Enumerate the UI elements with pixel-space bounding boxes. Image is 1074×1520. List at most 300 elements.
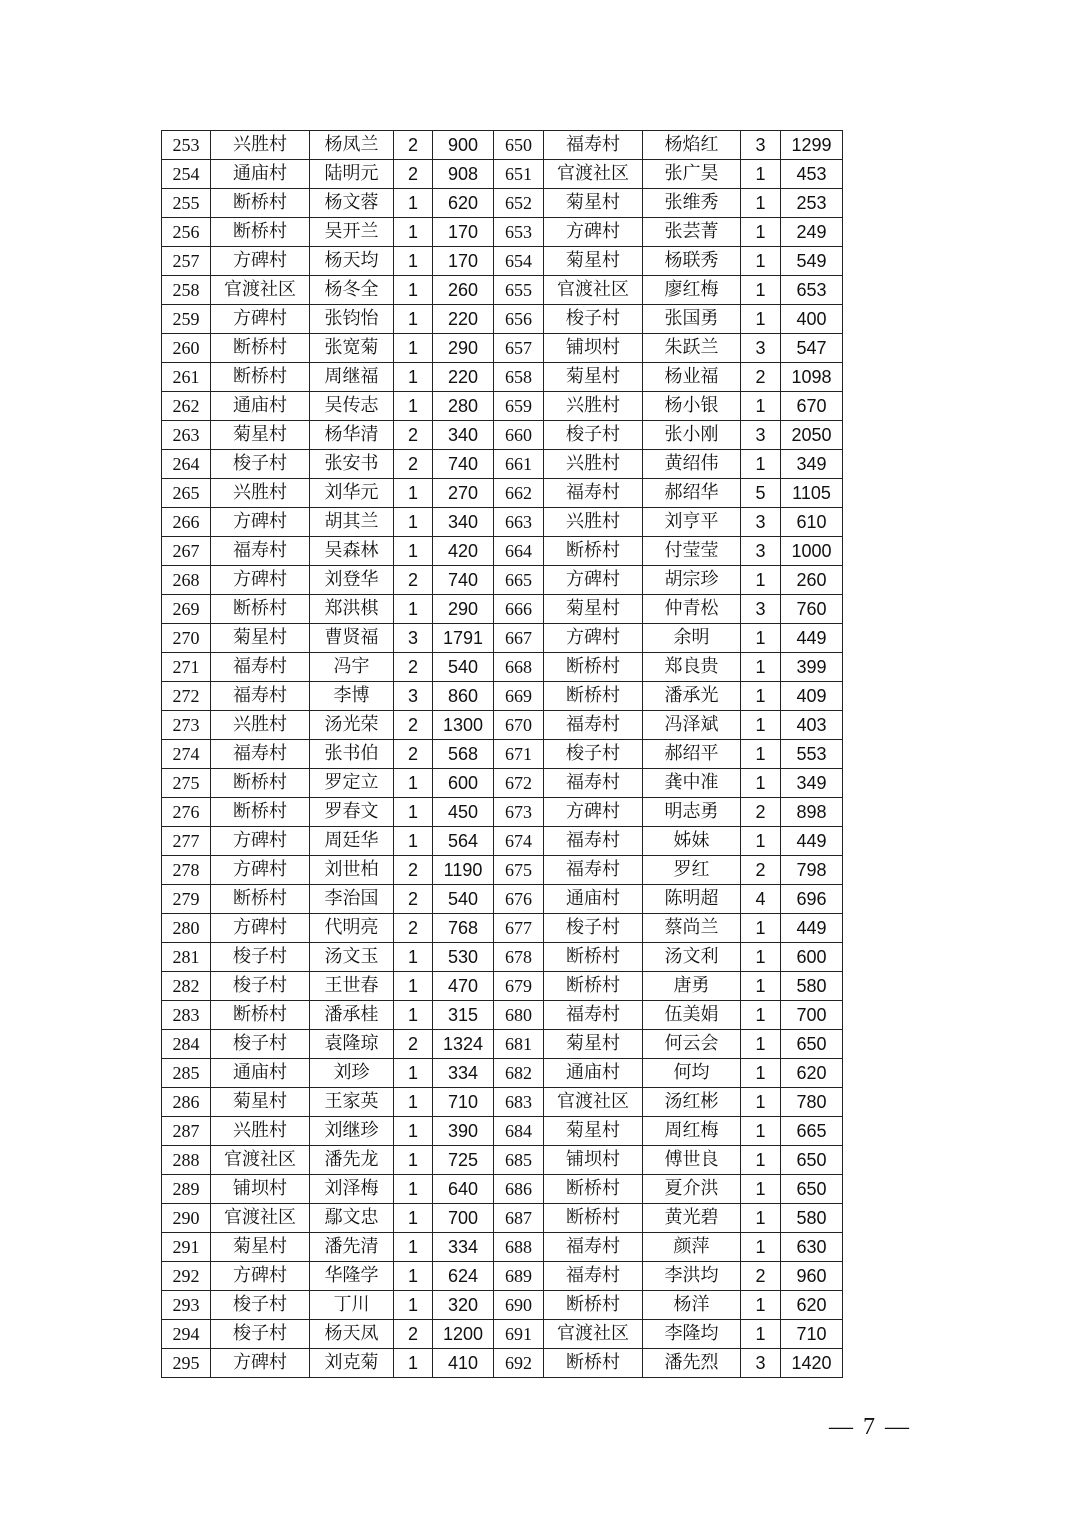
count-cell: 3 [741,1349,781,1378]
village-cell: 通庙村 [211,392,310,421]
count-cell: 1 [741,189,781,218]
amount-cell: 315 [433,1001,494,1030]
amount-cell: 530 [433,943,494,972]
amount-cell: 760 [781,595,843,624]
count-cell: 2 [394,653,433,682]
index-cell: 650 [494,131,544,160]
name-cell: 余明 [643,624,741,653]
village-cell: 菊星村 [544,1030,643,1059]
name-cell: 汤红彬 [643,1088,741,1117]
count-cell: 1 [394,1262,433,1291]
village-cell: 福寿村 [544,769,643,798]
index-cell: 683 [494,1088,544,1117]
village-cell: 官渡社区 [544,1320,643,1349]
index-cell: 660 [494,421,544,450]
village-cell: 福寿村 [211,537,310,566]
village-cell: 断桥村 [544,682,643,711]
amount-cell: 1098 [781,363,843,392]
name-cell: 杨联秀 [643,247,741,276]
amount-cell: 700 [781,1001,843,1030]
village-cell: 梭子村 [544,421,643,450]
village-cell: 断桥村 [544,1349,643,1378]
count-cell: 1 [741,653,781,682]
index-cell: 657 [494,334,544,363]
count-cell: 1 [741,1088,781,1117]
page-number: — 7 — [829,1414,911,1440]
amount-cell: 340 [433,421,494,450]
village-cell: 方碑村 [211,566,310,595]
count-cell: 1 [741,740,781,769]
name-cell: 张维秀 [643,189,741,218]
amount-cell: 610 [781,508,843,537]
index-cell: 255 [162,189,211,218]
index-cell: 268 [162,566,211,595]
village-cell: 福寿村 [544,131,643,160]
amount-cell: 725 [433,1146,494,1175]
count-cell: 1 [741,160,781,189]
count-cell: 1 [741,566,781,595]
name-cell: 张广昊 [643,160,741,189]
village-cell: 方碑村 [211,827,310,856]
count-cell: 1 [394,1291,433,1320]
name-cell: 刘世柏 [310,856,394,885]
name-cell: 张芸菁 [643,218,741,247]
table-row [162,334,843,363]
count-cell: 1 [741,1233,781,1262]
index-cell: 684 [494,1117,544,1146]
amount-cell: 400 [781,305,843,334]
name-cell: 傅世良 [643,1146,741,1175]
village-cell: 方碑村 [544,566,643,595]
index-cell: 269 [162,595,211,624]
name-cell: 杨凤兰 [310,131,394,160]
village-cell: 福寿村 [211,653,310,682]
amount-cell: 780 [781,1088,843,1117]
name-cell: 唐勇 [643,972,741,1001]
count-cell: 2 [394,160,433,189]
amount-cell: 620 [781,1291,843,1320]
count-cell: 2 [394,914,433,943]
table-row [162,682,843,711]
count-cell: 3 [394,682,433,711]
name-cell: 郑洪棋 [310,595,394,624]
name-cell: 姊妹 [643,827,741,856]
count-cell: 2 [394,450,433,479]
village-cell: 菊星村 [544,363,643,392]
amount-cell: 2050 [781,421,843,450]
count-cell: 2 [394,1320,433,1349]
village-cell: 兴胜村 [211,711,310,740]
name-cell: 胡其兰 [310,508,394,537]
table-row [162,885,843,914]
index-cell: 691 [494,1320,544,1349]
index-cell: 279 [162,885,211,914]
index-cell: 264 [162,450,211,479]
name-cell: 付莹莹 [643,537,741,566]
village-cell: 通庙村 [211,1059,310,1088]
index-cell: 275 [162,769,211,798]
amount-cell: 349 [781,450,843,479]
name-cell: 何云会 [643,1030,741,1059]
amount-cell: 349 [781,769,843,798]
index-cell: 687 [494,1204,544,1233]
count-cell: 3 [741,537,781,566]
village-cell: 梭子村 [211,1030,310,1059]
count-cell: 5 [741,479,781,508]
table-row [162,595,843,624]
count-cell: 3 [394,624,433,653]
amount-cell: 220 [433,305,494,334]
village-cell: 通庙村 [544,1059,643,1088]
village-cell: 梭子村 [211,972,310,1001]
amount-cell: 600 [781,943,843,972]
table-row [162,421,843,450]
amount-cell: 260 [781,566,843,595]
count-cell: 1 [394,1059,433,1088]
name-cell: 李隆均 [643,1320,741,1349]
count-cell: 1 [741,1001,781,1030]
village-cell: 兴胜村 [211,1117,310,1146]
count-cell: 2 [394,566,433,595]
index-cell: 666 [494,595,544,624]
table-row [162,537,843,566]
count-cell: 1 [741,769,781,798]
index-cell: 284 [162,1030,211,1059]
name-cell: 张书伯 [310,740,394,769]
village-cell: 断桥村 [544,943,643,972]
amount-cell: 740 [433,566,494,595]
index-cell: 665 [494,566,544,595]
index-cell: 681 [494,1030,544,1059]
village-cell: 福寿村 [211,682,310,711]
name-cell: 陈明超 [643,885,741,914]
village-cell: 兴胜村 [211,479,310,508]
amount-cell: 290 [433,595,494,624]
name-cell: 杨冬全 [310,276,394,305]
index-cell: 261 [162,363,211,392]
village-cell: 断桥村 [544,1291,643,1320]
name-cell: 刘泽梅 [310,1175,394,1204]
index-cell: 292 [162,1262,211,1291]
index-cell: 294 [162,1320,211,1349]
count-cell: 2 [394,1030,433,1059]
amount-cell: 624 [433,1262,494,1291]
village-cell: 断桥村 [211,189,310,218]
name-cell: 杨焰红 [643,131,741,160]
index-cell: 270 [162,624,211,653]
index-cell: 262 [162,392,211,421]
village-cell: 方碑村 [544,798,643,827]
index-cell: 685 [494,1146,544,1175]
index-cell: 664 [494,537,544,566]
amount-cell: 620 [781,1059,843,1088]
count-cell: 1 [394,276,433,305]
amount-cell: 620 [433,189,494,218]
village-cell: 方碑村 [544,624,643,653]
name-cell: 罗红 [643,856,741,885]
count-cell: 1 [394,479,433,508]
village-cell: 方碑村 [544,218,643,247]
amount-cell: 1190 [433,856,494,885]
name-cell: 吴开兰 [310,218,394,247]
table-row [162,131,843,160]
index-cell: 674 [494,827,544,856]
count-cell: 1 [394,769,433,798]
village-cell: 方碑村 [211,914,310,943]
village-cell: 兴胜村 [211,131,310,160]
count-cell: 1 [394,247,433,276]
village-cell: 铺坝村 [211,1175,310,1204]
amount-cell: 449 [781,624,843,653]
village-cell: 梭子村 [211,1291,310,1320]
table-row [162,189,843,218]
table-row [162,972,843,1001]
index-cell: 258 [162,276,211,305]
amount-cell: 898 [781,798,843,827]
amount-cell: 320 [433,1291,494,1320]
index-cell: 679 [494,972,544,1001]
amount-cell: 600 [433,769,494,798]
amount-cell: 1300 [433,711,494,740]
index-cell: 283 [162,1001,211,1030]
index-cell: 287 [162,1117,211,1146]
amount-cell: 740 [433,450,494,479]
count-cell: 1 [741,247,781,276]
village-cell: 断桥村 [211,769,310,798]
amount-cell: 449 [781,827,843,856]
index-cell: 260 [162,334,211,363]
amount-cell: 253 [781,189,843,218]
name-cell: 王家英 [310,1088,394,1117]
count-cell: 1 [741,972,781,1001]
village-cell: 菊星村 [211,421,310,450]
amount-cell: 547 [781,334,843,363]
count-cell: 1 [394,1233,433,1262]
table-row [162,566,843,595]
index-cell: 651 [494,160,544,189]
amount-cell: 1791 [433,624,494,653]
name-cell: 杨华清 [310,421,394,450]
village-cell: 菊星村 [211,624,310,653]
table-row [162,1001,843,1030]
table-row [162,1262,843,1291]
count-cell: 4 [741,885,781,914]
index-cell: 280 [162,914,211,943]
count-cell: 1 [394,798,433,827]
index-cell: 289 [162,1175,211,1204]
village-cell: 菊星村 [544,1117,643,1146]
index-cell: 686 [494,1175,544,1204]
roster-table [161,130,843,1378]
village-cell: 梭子村 [211,450,310,479]
count-cell: 1 [741,1320,781,1349]
index-cell: 257 [162,247,211,276]
count-cell: 1 [741,392,781,421]
village-cell: 断桥村 [211,363,310,392]
index-cell: 273 [162,711,211,740]
name-cell: 曹贤福 [310,624,394,653]
amount-cell: 640 [433,1175,494,1204]
name-cell: 潘承光 [643,682,741,711]
index-cell: 678 [494,943,544,972]
table-row [162,1059,843,1088]
village-cell: 菊星村 [211,1088,310,1117]
index-cell: 662 [494,479,544,508]
index-cell: 653 [494,218,544,247]
name-cell: 冯宇 [310,653,394,682]
count-cell: 1 [741,218,781,247]
name-cell: 吴森林 [310,537,394,566]
index-cell: 291 [162,1233,211,1262]
count-cell: 1 [394,508,433,537]
village-cell: 兴胜村 [544,508,643,537]
name-cell: 王世春 [310,972,394,1001]
name-cell: 伍美娟 [643,1001,741,1030]
count-cell: 1 [741,711,781,740]
count-cell: 1 [394,363,433,392]
amount-cell: 710 [781,1320,843,1349]
count-cell: 1 [741,1059,781,1088]
name-cell: 冯泽斌 [643,711,741,740]
name-cell: 罗定立 [310,769,394,798]
amount-cell: 1299 [781,131,843,160]
village-cell: 福寿村 [544,827,643,856]
table-row [162,1349,843,1378]
amount-cell: 449 [781,914,843,943]
amount-cell: 390 [433,1117,494,1146]
name-cell: 夏介洪 [643,1175,741,1204]
name-cell: 杨天凤 [310,1320,394,1349]
index-cell: 253 [162,131,211,160]
amount-cell: 860 [433,682,494,711]
amount-cell: 710 [433,1088,494,1117]
count-cell: 2 [394,131,433,160]
name-cell: 郝绍华 [643,479,741,508]
amount-cell: 1200 [433,1320,494,1349]
index-cell: 672 [494,769,544,798]
village-cell: 菊星村 [544,595,643,624]
village-cell: 福寿村 [544,1262,643,1291]
village-cell: 断桥村 [211,334,310,363]
table-row [162,827,843,856]
amount-cell: 470 [433,972,494,1001]
amount-cell: 908 [433,160,494,189]
count-cell: 1 [741,943,781,972]
index-cell: 282 [162,972,211,1001]
name-cell: 刘珍 [310,1059,394,1088]
table-row [162,1088,843,1117]
index-cell: 682 [494,1059,544,1088]
table-row [162,450,843,479]
count-cell: 1 [741,1175,781,1204]
amount-cell: 540 [433,885,494,914]
amount-cell: 768 [433,914,494,943]
index-cell: 671 [494,740,544,769]
village-cell: 断桥村 [544,1204,643,1233]
index-cell: 663 [494,508,544,537]
amount-cell: 403 [781,711,843,740]
count-cell: 1 [741,1291,781,1320]
index-cell: 692 [494,1349,544,1378]
table-row [162,363,843,392]
amount-cell: 1324 [433,1030,494,1059]
village-cell: 断桥村 [211,798,310,827]
index-cell: 259 [162,305,211,334]
village-cell: 方碑村 [211,247,310,276]
name-cell: 鄢文忠 [310,1204,394,1233]
name-cell: 刘克菊 [310,1349,394,1378]
name-cell: 潘先清 [310,1233,394,1262]
village-cell: 梭子村 [211,943,310,972]
table-row [162,1204,843,1233]
index-cell: 677 [494,914,544,943]
village-cell: 菊星村 [211,1233,310,1262]
name-cell: 潘先龙 [310,1146,394,1175]
table-row [162,479,843,508]
count-cell: 1 [741,827,781,856]
village-cell: 兴胜村 [544,392,643,421]
amount-cell: 409 [781,682,843,711]
index-cell: 256 [162,218,211,247]
village-cell: 断桥村 [544,972,643,1001]
table-row [162,856,843,885]
count-cell: 2 [394,856,433,885]
count-cell: 1 [741,1117,781,1146]
village-cell: 梭子村 [544,740,643,769]
village-cell: 断桥村 [211,218,310,247]
index-cell: 667 [494,624,544,653]
amount-cell: 290 [433,334,494,363]
roster-body [162,131,843,1378]
index-cell: 267 [162,537,211,566]
amount-cell: 249 [781,218,843,247]
name-cell: 郝绍平 [643,740,741,769]
table-row [162,1030,843,1059]
index-cell: 286 [162,1088,211,1117]
village-cell: 福寿村 [544,479,643,508]
amount-cell: 650 [781,1175,843,1204]
index-cell: 670 [494,711,544,740]
index-cell: 688 [494,1233,544,1262]
amount-cell: 170 [433,247,494,276]
amount-cell: 540 [433,653,494,682]
village-cell: 通庙村 [544,885,643,914]
name-cell: 潘先烈 [643,1349,741,1378]
table-row [162,1146,843,1175]
index-cell: 689 [494,1262,544,1291]
count-cell: 1 [741,1146,781,1175]
index-cell: 263 [162,421,211,450]
index-cell: 668 [494,653,544,682]
name-cell: 胡宗珍 [643,566,741,595]
amount-cell: 420 [433,537,494,566]
village-cell: 官渡社区 [211,1204,310,1233]
village-cell: 通庙村 [211,160,310,189]
name-cell: 汤光荣 [310,711,394,740]
count-cell: 1 [394,1349,433,1378]
village-cell: 官渡社区 [211,1146,310,1175]
table-row [162,943,843,972]
village-cell: 方碑村 [211,1349,310,1378]
amount-cell: 580 [781,972,843,1001]
index-cell: 293 [162,1291,211,1320]
village-cell: 福寿村 [544,856,643,885]
index-cell: 281 [162,943,211,972]
name-cell: 李洪均 [643,1262,741,1291]
amount-cell: 270 [433,479,494,508]
name-cell: 周红梅 [643,1117,741,1146]
amount-cell: 696 [781,885,843,914]
